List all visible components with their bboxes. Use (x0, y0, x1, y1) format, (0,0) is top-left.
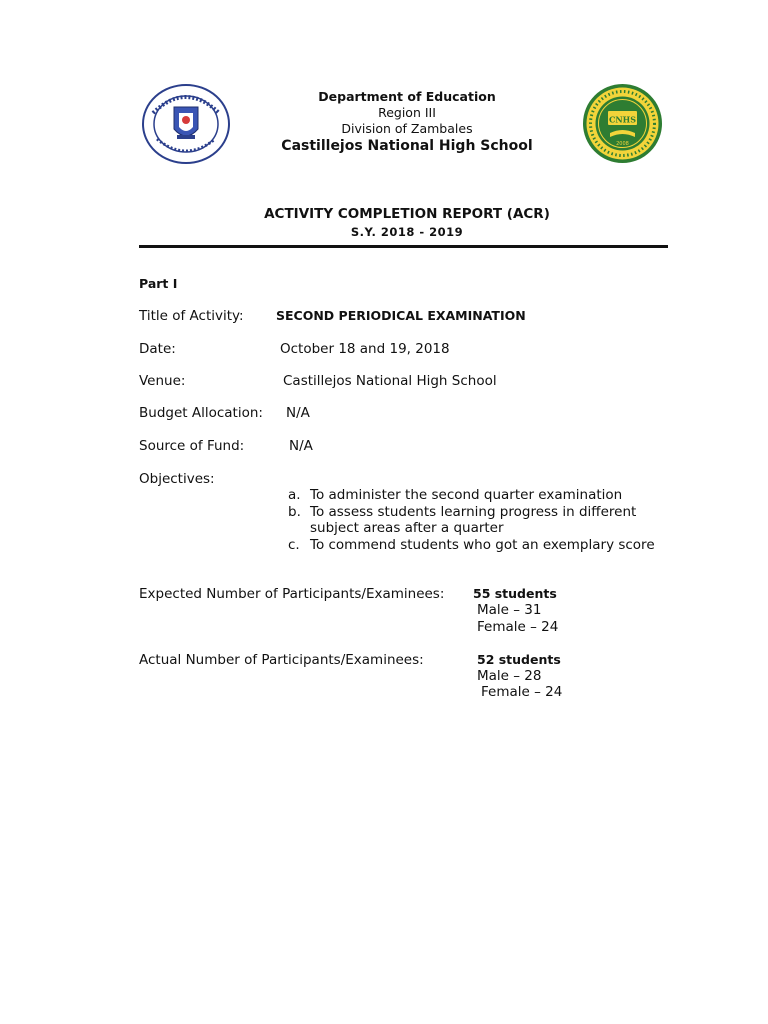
svg-text:CNHS: CNHS (608, 114, 637, 125)
date-label: Date: (139, 341, 176, 357)
expected-female: Female – 24 (477, 619, 559, 635)
venue-label: Venue: (139, 373, 186, 389)
part-heading: Part I (139, 276, 178, 291)
objective-text: To commend students who got an exemplary score (310, 536, 655, 553)
actual-female: Female – 24 (481, 684, 563, 700)
budget-value: N/A (286, 405, 310, 421)
venue-value: Castillejos National High School (283, 373, 497, 389)
objective-item (288, 504, 678, 537)
actual-male: Male – 28 (477, 668, 542, 684)
report-title: ACTIVITY COMPLETION REPORT (ACR) (264, 206, 550, 222)
expected-male: Male – 31 (477, 602, 542, 618)
actual-total: 52 students (477, 652, 561, 667)
budget-label: Budget Allocation: (139, 405, 263, 421)
division-name: Division of Zambales (341, 121, 473, 136)
objective-item (288, 537, 678, 554)
title-divider (139, 245, 668, 248)
objective-marker: a. (288, 487, 301, 503)
objectives-list (288, 487, 678, 553)
expected-total: 55 students (473, 586, 557, 601)
objective-marker: c. (288, 536, 300, 553)
department-name: Department of Education (318, 89, 496, 104)
svg-text:2008: 2008 (616, 141, 629, 147)
source-label: Source of Fund: (139, 438, 245, 454)
source-value: N/A (289, 438, 313, 454)
objective-text: To assess students learning progress in different subject areas after a quarter (310, 503, 637, 536)
objective-marker: b. (288, 503, 301, 520)
objective-item (288, 487, 678, 504)
school-name: Castillejos National High School (281, 138, 533, 154)
title-label: Title of Activity: (139, 308, 244, 324)
expected-label: Expected Number of Participants/Examinees: (139, 586, 445, 602)
school-year: S.Y. 2018 - 2019 (350, 225, 464, 239)
objectives-label: Objectives: (139, 471, 215, 487)
objective-text: To administer the second quarter examination (310, 487, 623, 503)
actual-label: Actual Number of Participants/Examinees: (139, 652, 424, 668)
region-name: Region III (378, 105, 436, 120)
title-value: SECOND PERIODICAL EXAMINATION (276, 308, 526, 323)
date-value: October 18 and 19, 2018 (280, 341, 450, 357)
